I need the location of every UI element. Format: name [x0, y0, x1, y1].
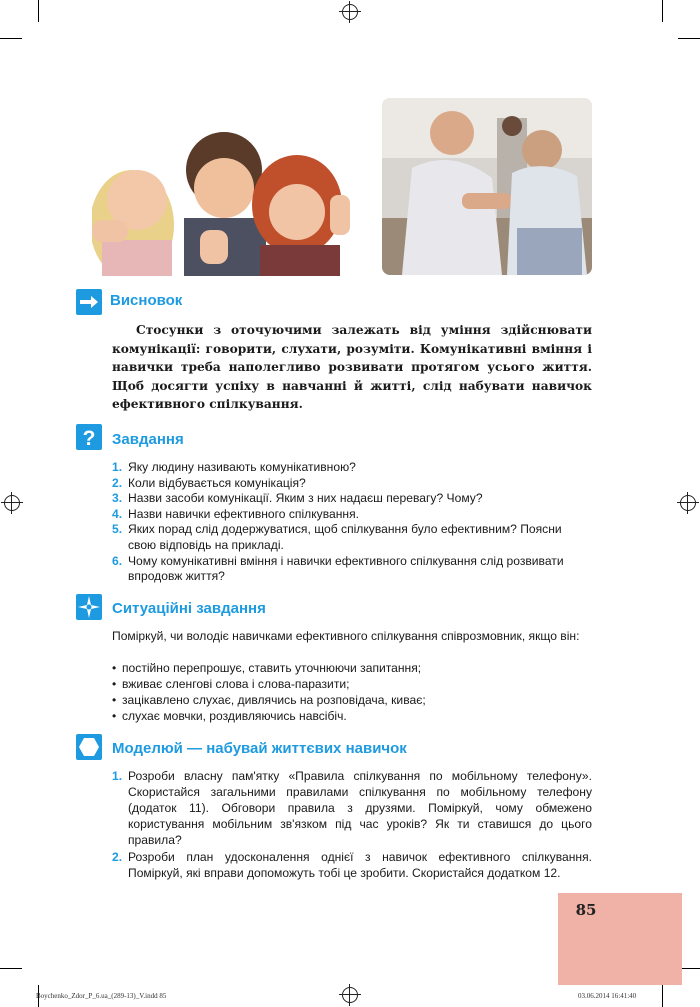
list-item: 5. Яких порад слід додержуватися, щоб спілкування було ефективним? Поясни свою відповідь на прикладі. — [112, 522, 562, 552]
photo-father-son — [382, 98, 592, 275]
crop-mark — [0, 968, 22, 969]
page-number-box — [558, 893, 682, 985]
photo-teens — [92, 100, 354, 276]
conclusion-title: Висновок — [110, 292, 183, 309]
crop-mark — [678, 38, 700, 39]
registration-mark-icon — [342, 987, 358, 1003]
crop-mark — [38, 0, 39, 22]
list-item: • слухає мовчки, роздивляючись навсібіч. — [112, 708, 592, 724]
registration-mark-icon — [680, 495, 696, 511]
crop-mark — [662, 985, 663, 1007]
list-item: 3. Назви засоби комунікації. Яким з них надаєш перевагу? Чому? — [112, 491, 483, 506]
arrow-right-icon — [76, 289, 102, 315]
print-slug: Boychenko_Zdor_P_6.ua_(289-13)_V.indd 85 — [36, 992, 167, 1000]
list-item: 1. Розроби власну пам'ятку «Правила спілкування по мобільному телефону». Скористайся загальними правилами спілкування по мобільному телефону (додаток 11). Обговори правила з друзями. Поміркуй, чому обмежено користування мобільним зв'язком під час уроків? Як ти ставишся до цього правила? — [112, 769, 592, 847]
conclusion-text: Стосунки з оточуючими залежать від уміння здійснювати комунікації: говорити, слухати, розуміти. Комунікативні вміння і навички треба наполегливо розвивати протягом усього життя. Щоб досягти успіху в навчанні й житті, слід набувати навичок ефективного спілкування. — [112, 323, 592, 412]
model-title: Моделюй — набувай життєвих навичок — [112, 740, 407, 757]
crop-mark — [662, 0, 663, 22]
list-item: 2. Коли відбувається комунікація? — [112, 475, 306, 490]
list-item: 1. Яку людину називають комунікативною? — [112, 460, 356, 474]
compass-star-icon — [76, 594, 102, 620]
tasks-list — [112, 460, 592, 585]
list-item: 2. Розроби план удосконалення однієї з навичок ефективного спілкування. Поміркуй, які вправи допоможуть тобі це зробити. Скористайся додатком 12. — [112, 850, 592, 880]
page-number: 85 — [575, 901, 597, 919]
list-item: • вживає сленгові слова і слова-паразити; — [112, 676, 592, 692]
registration-mark-icon — [342, 4, 358, 20]
list-item: • зацікавлено слухає, дивлячись на розповідача, киває; — [112, 692, 592, 708]
list-item: 6. Чому комунікативні вміння і навички ефективного спілкування слід розвивати впродовж життя? — [112, 553, 564, 584]
situations-intro: Поміркуй, чи володіє навичками ефективного спілкування співрозмовник, якщо він: — [112, 629, 580, 643]
list-item: • постійно перепрошує, ставить уточнюючи запитання; — [112, 660, 592, 676]
situations-list — [112, 660, 592, 724]
svg-text:?: ? — [82, 427, 96, 450]
question-mark-icon — [76, 424, 102, 450]
model-list — [112, 768, 592, 882]
registration-mark-icon — [4, 495, 20, 511]
hexagon-icon — [76, 734, 102, 760]
crop-mark — [0, 38, 22, 39]
tasks-title: Завдання — [112, 431, 184, 448]
print-date: 03.06.2014 16:41:40 — [578, 992, 637, 1000]
situations-title: Ситуаційні завдання — [112, 600, 266, 617]
list-item: 4. Назви навички ефективного спілкування. — [112, 506, 359, 521]
